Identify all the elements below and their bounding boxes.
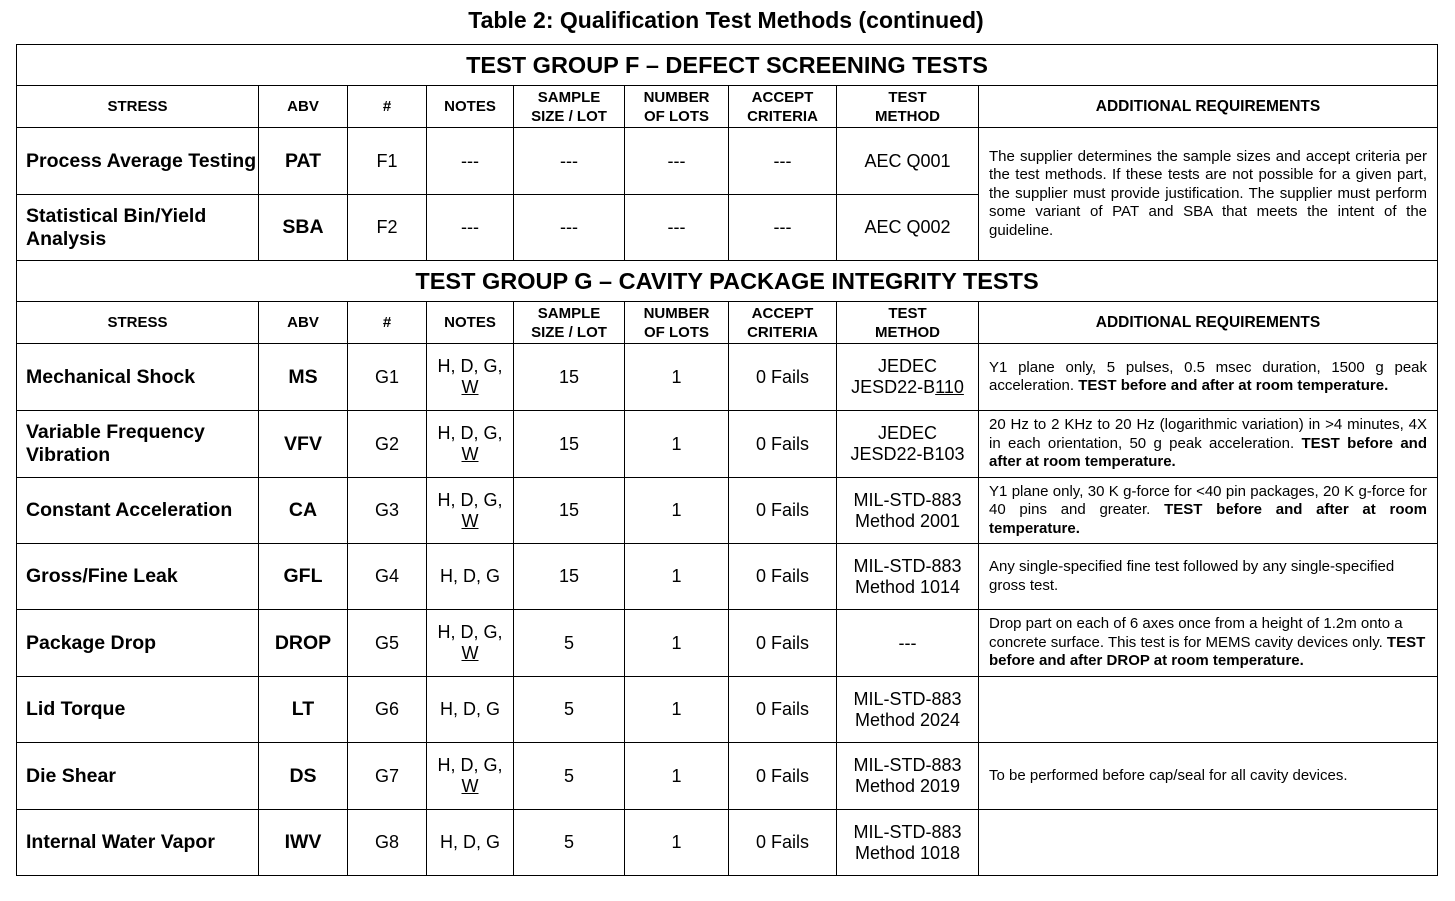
accept-cell: 0 Fails [729, 610, 837, 677]
stress-cell: Package Drop [17, 610, 259, 677]
notes-cell: H, D, G [427, 810, 514, 876]
header-notes: NOTES [427, 86, 514, 128]
sample-cell: 15 [514, 544, 625, 610]
lots-cell: 1 [625, 411, 729, 478]
sample-cell: 15 [514, 478, 625, 544]
table-row [17, 677, 1438, 743]
abv-cell: DS [259, 743, 348, 810]
stress-cell: Constant Acceleration [17, 478, 259, 544]
lots-cell: 1 [625, 610, 729, 677]
stress-cell: Statistical Bin/Yield Analysis [17, 195, 259, 261]
abv-cell: PAT [259, 128, 348, 195]
sample-cell: 5 [514, 810, 625, 876]
method-cell: --- [837, 610, 979, 677]
group-g-header-row [17, 302, 1438, 344]
num-cell: F1 [348, 128, 427, 195]
num-cell: F2 [348, 195, 427, 261]
requirements-cell: 20 Hz to 2 KHz to 20 Hz (logarithmic variation) in >4 minutes, 4X in each orientation, 50 g peak acceleration. TEST before and after at room temperature. [979, 411, 1438, 478]
method-cell: JEDEC JESD22-B103 [837, 411, 979, 478]
accept-cell: 0 Fails [729, 743, 837, 810]
notes-cell: --- [427, 195, 514, 261]
table-row [17, 411, 1438, 478]
sample-cell: --- [514, 128, 625, 195]
table-row [17, 544, 1438, 610]
header-lots: NUMBER OF LOTS [625, 302, 729, 344]
num-cell: G1 [348, 344, 427, 411]
num-cell: G2 [348, 411, 427, 478]
method-cell: AEC Q001 [837, 128, 979, 195]
lots-cell: 1 [625, 810, 729, 876]
table-row [17, 128, 1438, 195]
stress-cell: Variable Frequency Vibration [17, 411, 259, 478]
requirements-cell: Any single-specified fine test followed by any single-specified gross test. [979, 544, 1438, 610]
requirements-cell: To be performed before cap/seal for all cavity devices. [979, 743, 1438, 810]
header-additional: ADDITIONAL REQUIREMENTS [979, 86, 1438, 128]
accept-cell: 0 Fails [729, 344, 837, 411]
header-num: # [348, 302, 427, 344]
abv-cell: MS [259, 344, 348, 411]
sample-cell: 5 [514, 610, 625, 677]
header-abv: ABV [259, 302, 348, 344]
header-method: TEST METHOD [837, 86, 979, 128]
table-row [17, 810, 1438, 876]
stress-cell: Mechanical Shock [17, 344, 259, 411]
header-sample: SAMPLE SIZE / LOT [514, 302, 625, 344]
sample-cell: 15 [514, 411, 625, 478]
notes-cell: H, D, G [427, 677, 514, 743]
accept-cell: 0 Fails [729, 677, 837, 743]
header-num: # [348, 86, 427, 128]
notes-cell: H, D, G, W [427, 610, 514, 677]
method-cell: JEDEC JESD22-B110 [837, 344, 979, 411]
table-row [17, 344, 1438, 411]
accept-cell: 0 Fails [729, 478, 837, 544]
accept-cell: 0 Fails [729, 544, 837, 610]
sample-cell: 5 [514, 677, 625, 743]
header-stress: STRESS [17, 302, 259, 344]
table-title: Table 2: Qualification Test Methods (continued) [468, 7, 984, 33]
requirements-cell: The supplier determines the sample sizes and accept criteria per the test methods. If these tests are not possible for a given part, the supplier must provide justification. The supplier must perform some variant of PAT and SBA that meets the intent of the guideline. [979, 128, 1438, 261]
requirements-cell [979, 810, 1438, 876]
lots-cell: 1 [625, 478, 729, 544]
method-cell: AEC Q002 [837, 195, 979, 261]
abv-cell: IWV [259, 810, 348, 876]
group-f-title: TEST GROUP F – DEFECT SCREENING TESTS [17, 45, 1438, 86]
requirements-cell [979, 677, 1438, 743]
group-g-title-row [17, 261, 1438, 302]
lots-cell: 1 [625, 344, 729, 411]
num-cell: G3 [348, 478, 427, 544]
abv-cell: CA [259, 478, 348, 544]
lots-cell: 1 [625, 743, 729, 810]
header-accept: ACCEPT CRITERIA [729, 302, 837, 344]
method-cell: MIL-STD-883 Method 1014 [837, 544, 979, 610]
sample-cell: 5 [514, 743, 625, 810]
header-additional: ADDITIONAL REQUIREMENTS [979, 302, 1438, 344]
abv-cell: LT [259, 677, 348, 743]
header-abv: ABV [259, 86, 348, 128]
notes-cell: H, D, G, W [427, 478, 514, 544]
notes-cell: H, D, G, W [427, 344, 514, 411]
requirements-cell: Y1 plane only, 5 pulses, 0.5 msec duration, 1500 g peak acceleration. TEST before and after at room temperature. [979, 344, 1438, 411]
abv-cell: GFL [259, 544, 348, 610]
method-cell: MIL-STD-883 Method 2001 [837, 478, 979, 544]
notes-cell: H, D, G [427, 544, 514, 610]
stress-cell: Gross/Fine Leak [17, 544, 259, 610]
stress-cell: Process Average Testing [17, 128, 259, 195]
method-cell: MIL-STD-883 Method 2019 [837, 743, 979, 810]
table-row [17, 743, 1438, 810]
lots-cell: --- [625, 128, 729, 195]
notes-cell: --- [427, 128, 514, 195]
abv-cell: VFV [259, 411, 348, 478]
table-row [17, 478, 1438, 544]
group-f-title-row [17, 45, 1438, 86]
stress-cell: Internal Water Vapor [17, 810, 259, 876]
num-cell: G8 [348, 810, 427, 876]
abv-cell: SBA [259, 195, 348, 261]
num-cell: G7 [348, 743, 427, 810]
sample-cell: 15 [514, 344, 625, 411]
num-cell: G6 [348, 677, 427, 743]
method-cell: MIL-STD-883 Method 2024 [837, 677, 979, 743]
accept-cell: 0 Fails [729, 411, 837, 478]
stress-cell: Die Shear [17, 743, 259, 810]
accept-cell: --- [729, 128, 837, 195]
requirements-cell: Drop part on each of 6 axes once from a height of 1.2m onto a concrete surface. This test is for MEMS cavity devices only. TEST before and after DROP at room temperature. [979, 610, 1438, 677]
table-row [17, 610, 1438, 677]
notes-cell: H, D, G, W [427, 411, 514, 478]
lots-cell: 1 [625, 677, 729, 743]
sample-cell: --- [514, 195, 625, 261]
notes-cell: H, D, G, W [427, 743, 514, 810]
method-cell: MIL-STD-883 Method 1018 [837, 810, 979, 876]
qualification-table [16, 44, 1438, 876]
abv-cell: DROP [259, 610, 348, 677]
header-sample: SAMPLE SIZE / LOT [514, 86, 625, 128]
header-notes: NOTES [427, 302, 514, 344]
header-accept: ACCEPT CRITERIA [729, 86, 837, 128]
stress-cell: Lid Torque [17, 677, 259, 743]
lots-cell: 1 [625, 544, 729, 610]
requirements-cell: Y1 plane only, 30 K g-force for <40 pin packages, 20 K g-force for 40 pins and greater. TEST before and after at room temperature. [979, 478, 1438, 544]
accept-cell: --- [729, 195, 837, 261]
header-stress: STRESS [17, 86, 259, 128]
group-f-header-row [17, 86, 1438, 128]
header-lots: NUMBER OF LOTS [625, 86, 729, 128]
num-cell: G4 [348, 544, 427, 610]
lots-cell: --- [625, 195, 729, 261]
num-cell: G5 [348, 610, 427, 677]
group-g-title: TEST GROUP G – CAVITY PACKAGE INTEGRITY TESTS [17, 261, 1438, 302]
header-method: TEST METHOD [837, 302, 979, 344]
accept-cell: 0 Fails [729, 810, 837, 876]
